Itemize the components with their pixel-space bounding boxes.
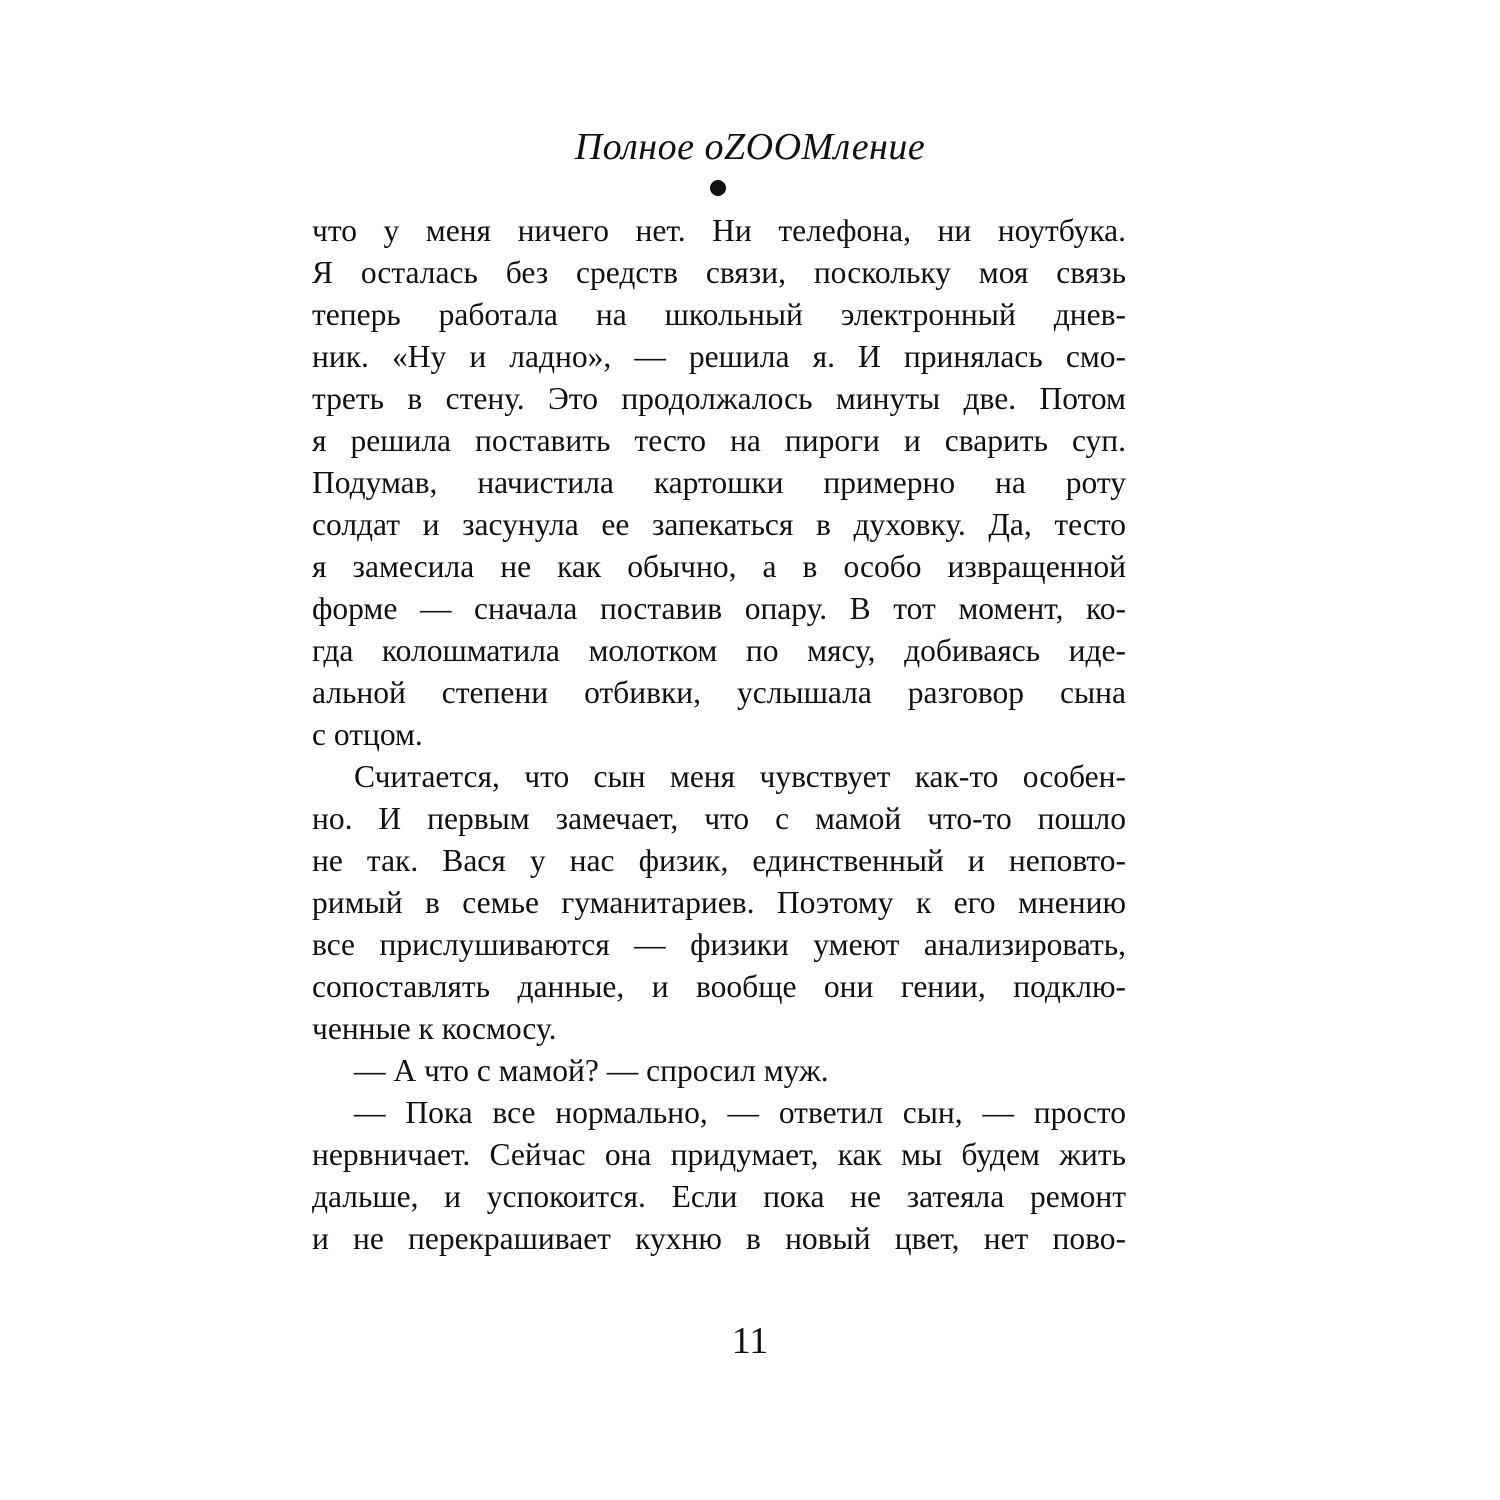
text-line: Я осталась без средств связи, поскольку моя связь [312, 255, 1126, 290]
text-line: альной степени отбивки, услышала разговор сына [312, 675, 1126, 710]
text-line: гда колошматила молотком по мясу, добиваясь иде- [312, 633, 1126, 668]
text-line: треть в стену. Это продолжалось минуты две. Потом [312, 381, 1126, 416]
text-line: дальше, и успокоится. Если пока не затеяла ремонт [312, 1179, 1126, 1214]
text-line: и не перекрашивает кухню в новый цвет, нет пово- [312, 1221, 1126, 1256]
text-line: форме — сначала поставив опару. В тот момент, ко- [312, 591, 1126, 626]
text-line: Подумав, начистила картошки примерно на роту [312, 465, 1126, 500]
text-line: с отцом. [312, 717, 423, 752]
text-line: я замесила не как обычно, а в особо извращенной [312, 549, 1126, 584]
text-line: ник. «Ну и ладно», — решила я. И принялась смо- [312, 339, 1126, 374]
text-line: сопоставлять данные, и вообще они гении, подклю- [312, 969, 1126, 1004]
text-line: ченные к космосу. [312, 1011, 557, 1046]
body-text [312, 210, 1126, 1260]
running-title: Полное oZOOMление [574, 126, 926, 168]
text-line: теперь работала на школьный электронный днев- [312, 297, 1126, 332]
text-line: не так. Вася у нас физик, единственный и неповто- [312, 843, 1126, 878]
text-line: но. И первым замечает, что с мамой что-то пошло [312, 801, 1126, 836]
text-line: что у меня ничего нет. Ни телефона, ни ноутбука. [312, 213, 1126, 248]
ornament-dot [710, 180, 726, 196]
page-number: 11 [731, 1320, 769, 1362]
text-line: солдат и засунула ее запекаться в духовку. Да, тесто [312, 507, 1126, 542]
text-line: — Пока все нормально, — ответил сын, — просто [354, 1095, 1126, 1130]
text-line: — А что с мамой? — спросил муж. [354, 1053, 829, 1088]
text-line: я решила поставить тесто на пироги и сварить суп. [312, 423, 1126, 458]
text-line: Считается, что сын меня чувствует как-то особен- [354, 759, 1126, 794]
text-line: римый в семье гуманитариев. Поэтому к его мнению [312, 885, 1126, 920]
text-line: все прислушиваются — физики умеют анализировать, [312, 927, 1126, 962]
text-line: нервничает. Сейчас она придумает, как мы будем жить [312, 1137, 1126, 1172]
